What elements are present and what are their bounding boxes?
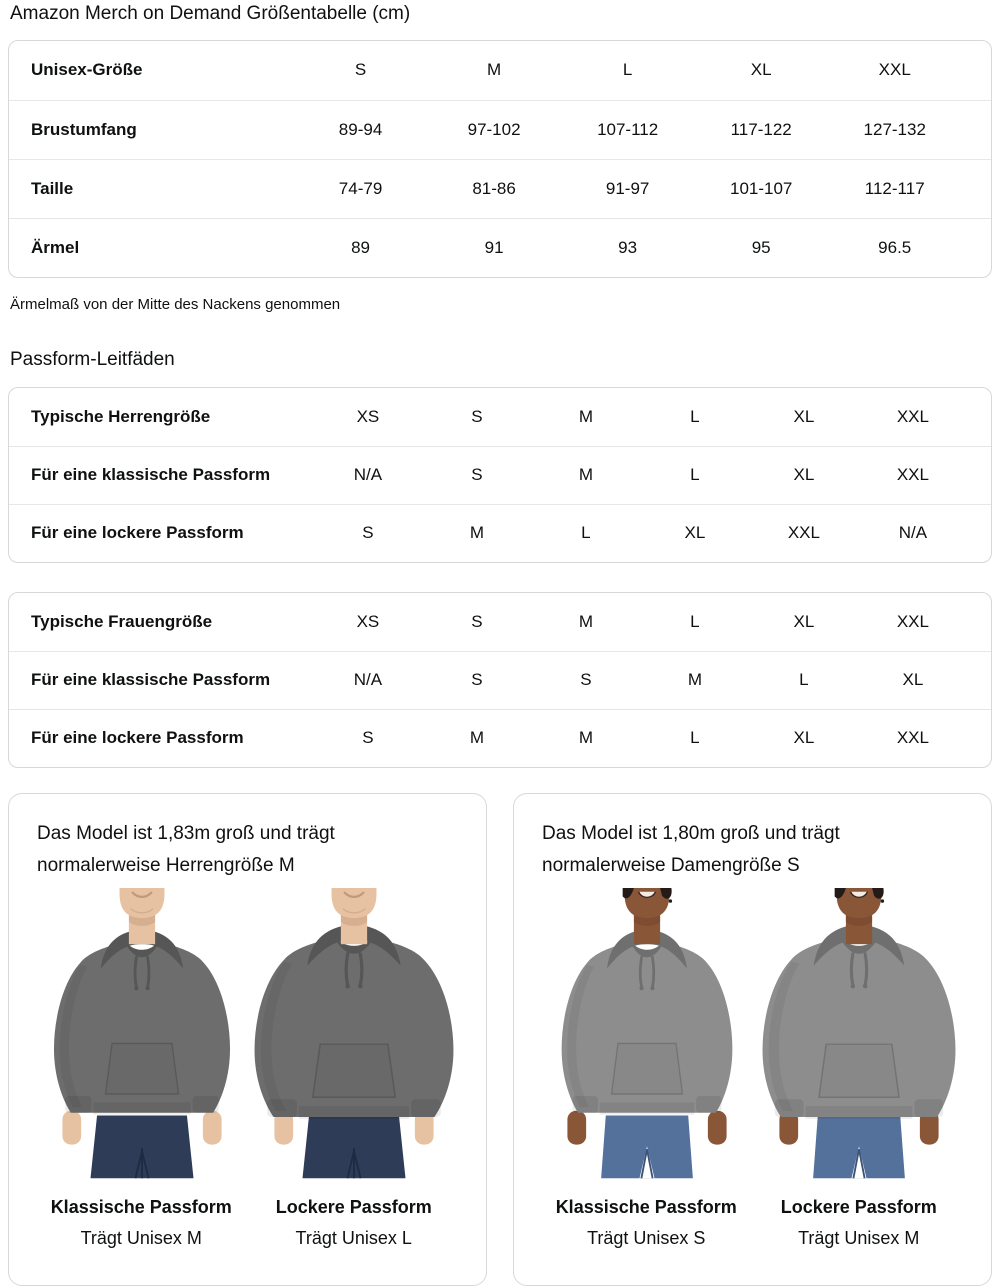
cell: S (531, 651, 640, 709)
cell: M (531, 446, 640, 504)
photo-captions (540, 1192, 965, 1254)
fit-label: Klassische Passform (555, 1197, 737, 1217)
cell: S (422, 651, 531, 709)
table-row (9, 41, 991, 100)
size-col-header: S (354, 60, 367, 80)
cell: 89 (294, 218, 428, 277)
cell: XXL (749, 504, 858, 562)
table-row (9, 651, 991, 709)
cell: XS (356, 406, 380, 426)
model-photos (35, 888, 460, 1188)
cell: S (471, 611, 483, 631)
fit-guides-heading: Passform-Leitfäden (10, 349, 175, 370)
row-label: Brustumfang (9, 100, 294, 159)
cell: S (422, 446, 531, 504)
men-fit-table (8, 387, 992, 563)
cell: 93 (561, 218, 695, 277)
cell: 97-102 (427, 100, 561, 159)
model-photo-loose (251, 888, 457, 1188)
male-model-card (8, 793, 487, 1286)
size-col-header: XXL (878, 60, 911, 80)
cell: L (640, 709, 749, 767)
cell: XL (749, 446, 858, 504)
size-label: Trägt Unisex M (80, 1228, 202, 1248)
size-col-header: XL (750, 60, 772, 80)
model-photos (540, 888, 965, 1188)
cell: 95 (694, 218, 828, 277)
cell: 112-117 (828, 159, 962, 218)
size-col-header: L (622, 60, 633, 80)
cell: XL (640, 504, 749, 562)
cell: 91 (427, 218, 561, 277)
caption-loose (248, 1192, 461, 1254)
row-label: Typische Herrengröße (31, 406, 211, 426)
cell: L (749, 651, 858, 709)
row-label: Typische Frauengröße (31, 611, 213, 631)
cell: L (640, 446, 749, 504)
table-row (9, 388, 991, 446)
cell: S (313, 504, 422, 562)
fit-label: Klassische Passform (50, 1197, 232, 1217)
female-model-card (513, 793, 992, 1286)
cell: L (690, 611, 700, 631)
size-label: Trägt Unisex L (295, 1228, 412, 1248)
cell: N/A (858, 504, 967, 562)
row-label: Ärmel (9, 218, 294, 277)
table-row (9, 709, 991, 767)
cell: XXL (858, 446, 967, 504)
table-row (9, 218, 991, 277)
cell: 81-86 (427, 159, 561, 218)
table-row (9, 159, 991, 218)
cell: L (690, 406, 700, 426)
model-photo-classic (544, 888, 750, 1188)
photo-captions (35, 1192, 460, 1254)
table-row (9, 593, 991, 651)
row-label: Für eine klassische Passform (9, 446, 313, 504)
cell: XL (749, 709, 858, 767)
caption-classic (540, 1192, 753, 1254)
model-photo-loose (756, 888, 962, 1188)
sleeve-measure-note: Ärmelmaß von der Mitte des Nackens genommen (10, 296, 341, 313)
cell: N/A (313, 651, 422, 709)
cell: 91-97 (561, 159, 695, 218)
row-label: Für eine klassische Passform (9, 651, 313, 709)
cell: 101-107 (694, 159, 828, 218)
cell: XXL (896, 406, 929, 426)
unisex-size-table (8, 40, 992, 278)
caption-loose (753, 1192, 966, 1254)
women-fit-table (8, 592, 992, 768)
cell: XL (793, 611, 815, 631)
size-label: Trägt Unisex S (587, 1228, 706, 1248)
model-description: Das Model ist 1,83m groß und trägt normalerweise Herrengröße M (37, 823, 335, 876)
size-col-header: M (487, 60, 502, 80)
cell: M (578, 406, 593, 426)
cell: 127-132 (828, 100, 962, 159)
fit-label: Lockere Passform (780, 1197, 937, 1217)
cell: 107-112 (561, 100, 695, 159)
cell: S (313, 709, 422, 767)
cell: XS (356, 611, 380, 631)
model-cards-row (8, 793, 992, 1286)
cell: N/A (313, 446, 422, 504)
cell: M (422, 709, 531, 767)
model-description: Das Model ist 1,80m groß und trägt normalerweise Damengröße S (542, 823, 840, 876)
cell: M (578, 611, 593, 631)
cell: XL (858, 651, 967, 709)
model-photo-classic (39, 888, 245, 1188)
cell: 96.5 (828, 218, 962, 277)
cell: M (640, 651, 749, 709)
cell: XXL (858, 709, 967, 767)
size-label: Trägt Unisex M (798, 1228, 920, 1248)
cell: XXL (896, 611, 929, 631)
row-label: Unisex-Größe (31, 60, 143, 80)
fit-label: Lockere Passform (275, 1197, 432, 1217)
table-row (9, 100, 991, 159)
caption-classic (35, 1192, 248, 1254)
cell: S (471, 406, 483, 426)
cell: XL (793, 406, 815, 426)
cell: 117-122 (694, 100, 828, 159)
table-row (9, 446, 991, 504)
cell: 89-94 (294, 100, 428, 159)
cell: M (531, 709, 640, 767)
table-row (9, 504, 991, 562)
row-label: Für eine lockere Passform (9, 504, 313, 562)
row-label: Taille (9, 159, 294, 218)
row-label: Für eine lockere Passform (9, 709, 313, 767)
cell: M (422, 504, 531, 562)
cell: L (531, 504, 640, 562)
page-title: Amazon Merch on Demand Größentabelle (cm) (10, 3, 411, 24)
cell: 74-79 (294, 159, 428, 218)
